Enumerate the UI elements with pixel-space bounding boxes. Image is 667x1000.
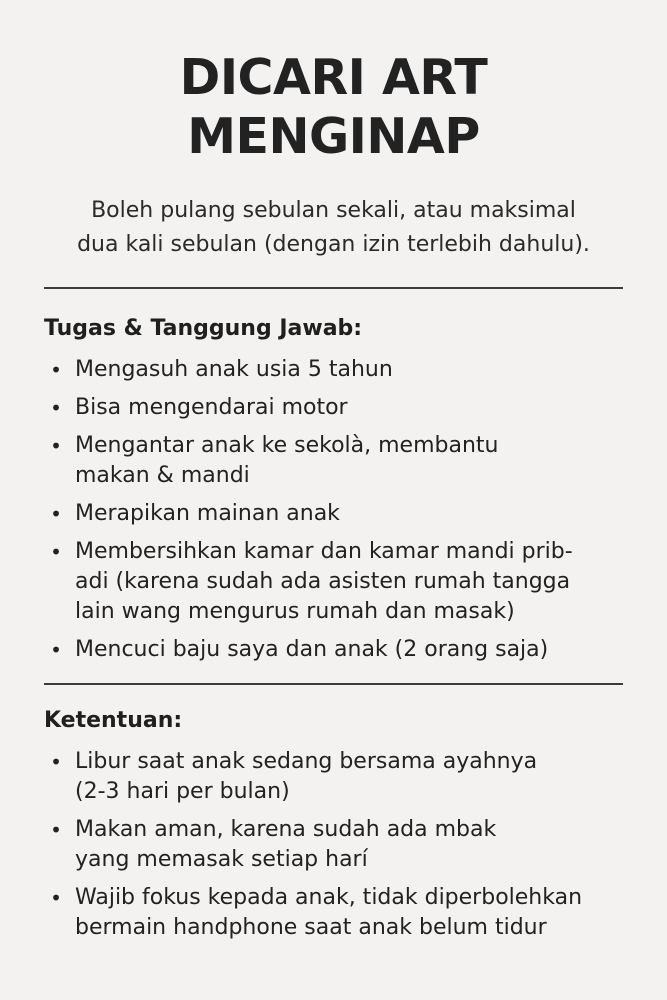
subtitle [44, 194, 623, 262]
list-item-text [75, 355, 623, 385]
bullet-icon: • [50, 638, 62, 662]
duties-list [44, 355, 623, 665]
terms-heading: Ketentuan: [44, 708, 183, 733]
list-item-line: Mengasuh anak usia 5 tahun [75, 357, 393, 382]
list-item-text [75, 431, 623, 491]
list-item-line: Mengantar anak ke sekolà, membantu [75, 433, 499, 458]
list-item-text [75, 393, 623, 423]
list-item [44, 883, 623, 943]
list-item [44, 747, 623, 807]
list-item-line: Libur saat anak sedang bersama ayahnya [75, 749, 538, 774]
duties-heading: Tugas & Tanggung Jawab: [44, 316, 363, 341]
list-item-line: bermain handphone saat anak belum tidur [75, 915, 547, 940]
bullet-icon: • [50, 434, 62, 458]
list-item-text [75, 815, 623, 875]
list-item [44, 355, 623, 385]
list-item-text [75, 883, 623, 943]
list-item [44, 815, 623, 875]
terms-section [44, 705, 623, 943]
list-item-line: Mencuci baju saya dan anak (2 orang saja) [75, 637, 549, 662]
bullet-icon: • [50, 502, 62, 526]
divider-top [44, 287, 623, 289]
list-item-line: (2-3 hari per bulan) [75, 779, 290, 804]
list-item [44, 393, 623, 423]
duties-section [44, 313, 623, 665]
list-item-text [75, 635, 623, 665]
subtitle-line-1: Boleh pulang sebulan sekali, atau maksimal [91, 198, 576, 223]
list-item-line: adi (karena sudah ada asisten rumah tangga [75, 569, 571, 594]
bullet-icon: • [50, 540, 62, 564]
list-item [44, 635, 623, 665]
bullet-icon: • [50, 396, 62, 420]
list-item-line: Membersihkan kamar dan kamar mandi prib- [75, 539, 573, 564]
list-item [44, 537, 623, 627]
list-item [44, 499, 623, 529]
bullet-icon: • [50, 818, 62, 842]
list-item [44, 431, 623, 491]
list-item-line: lain wang mengurus rumah dan masak) [75, 599, 515, 624]
bullet-icon: • [50, 358, 62, 382]
title-line-2: MENGINAP [187, 108, 480, 165]
list-item-text [75, 499, 623, 529]
list-item-line: Merapikan mainan anak [75, 501, 340, 526]
list-item-line: Bisa mengendarai motor [75, 395, 348, 420]
bullet-icon: • [50, 886, 62, 910]
list-item-line: Wajib fokus kepada anak, tidak diperbolehkan [75, 885, 583, 910]
list-item-line: yang memasak setiap harí [75, 847, 368, 872]
divider-middle [44, 683, 623, 685]
page-title [44, 48, 623, 166]
subtitle-line-2: dua kali sebulan (dengan izin terlebih dahulu). [77, 232, 590, 257]
title-line-1: DICARI ART [179, 49, 488, 106]
terms-list [44, 747, 623, 943]
list-item-line: Makan aman, karena sudah ada mbak [75, 817, 497, 842]
list-item-text [75, 747, 623, 807]
list-item-text [75, 537, 623, 627]
list-item-line: makan & mandi [75, 463, 250, 488]
bullet-icon: • [50, 750, 62, 774]
